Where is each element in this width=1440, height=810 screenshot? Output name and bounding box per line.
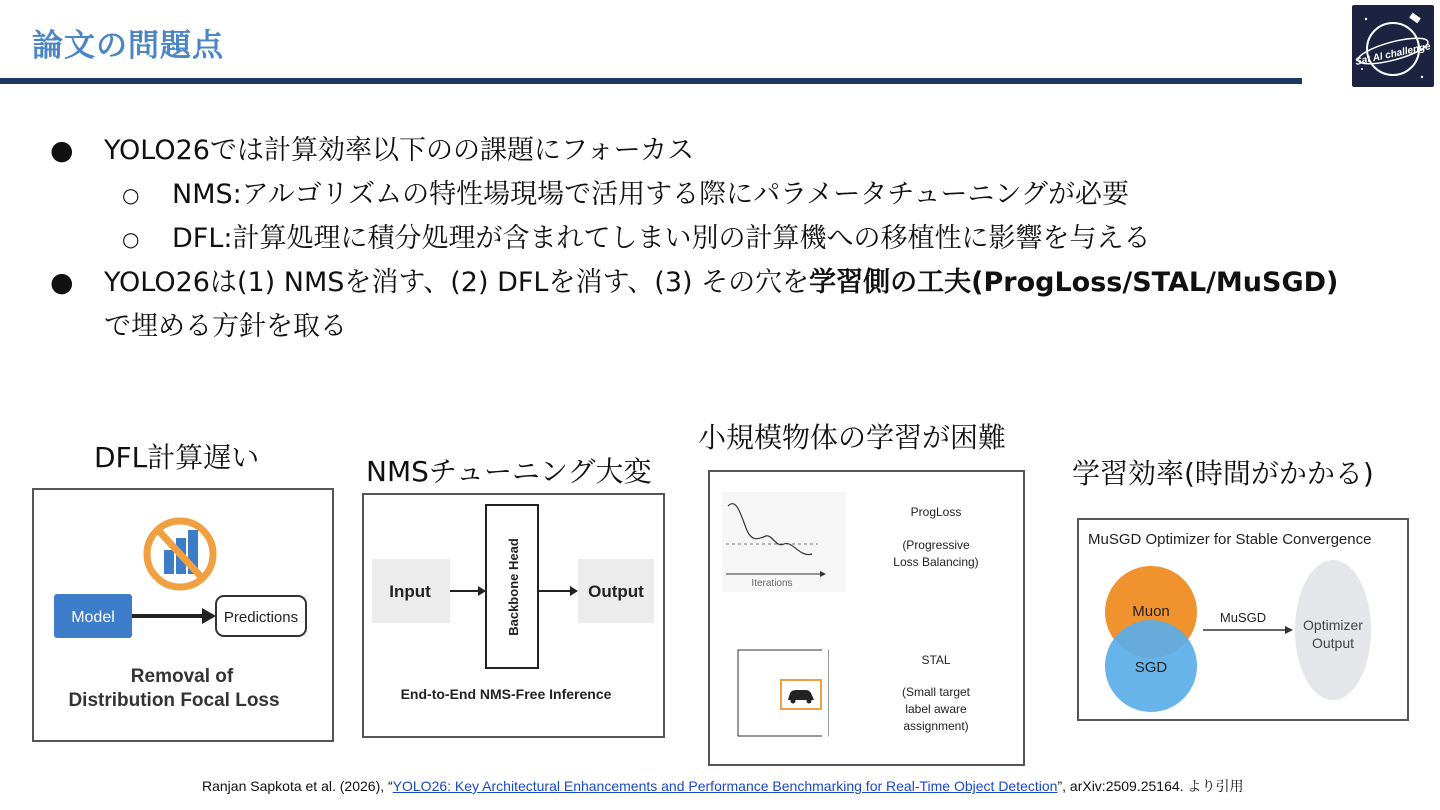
figure-label-dfl: DFL計算遅い <box>94 441 260 474</box>
musgd-title: MuSGD Optimizer for Stable Convergence <box>1088 531 1372 548</box>
stal-desc-line2: label aware <box>905 702 967 716</box>
citation-suffix: ”, arXiv:2509.25164. より引用 <box>1057 778 1244 794</box>
sub-bullet-circle: ○ <box>122 227 140 251</box>
figure-dfl <box>32 488 334 742</box>
dfl-caption-line2: Distribution Focal Loss <box>68 690 280 711</box>
arrow-head <box>202 608 216 624</box>
sub-bullet-text: NMS:アルゴリズムの特性場現場で活用する際にパラメータチューニングが必要 <box>172 179 1129 210</box>
figure-label-small: 小規模物体の学習が困難 <box>698 421 1007 454</box>
nms-caption: End-to-End NMS-Free Inference <box>400 686 612 702</box>
predictions-label: Predictions <box>223 609 299 626</box>
backbone-label: Backbone Head <box>506 538 521 636</box>
progloss-desc-line2: Loss Balancing) <box>893 555 979 569</box>
bullet-dot: ● <box>50 267 74 298</box>
prohibit-icon <box>147 521 213 587</box>
citation-prefix: Ranjan Sapkota et al. (2026), “ <box>202 778 393 794</box>
stal-desc-line1: (Small target <box>901 685 971 699</box>
output-label: Output <box>588 582 644 601</box>
figure-small <box>708 470 1025 766</box>
title-divider <box>0 78 1302 84</box>
progloss-desc-line1: (Progressive <box>902 538 970 552</box>
bullet-text-line2: で埋める方針を取る <box>104 311 347 342</box>
stal-title: STAL <box>921 653 951 667</box>
model-label: Model <box>71 609 115 626</box>
sub-bullet-circle: ○ <box>122 183 140 207</box>
citation <box>202 776 1243 796</box>
bullet-text-plain: YOLO26は(1) NMSを消す、(2) DFLを消す、(3) その穴を <box>104 267 810 298</box>
muon-label: Muon <box>1132 603 1170 620</box>
optimizer-output-line1: Optimizer <box>1303 617 1363 633</box>
musgd-arrow-label: MuSGD <box>1219 610 1267 625</box>
iterations-label: Iterations <box>751 578 793 589</box>
input-label: Input <box>389 582 431 601</box>
bullet-text-line1 <box>104 260 1338 306</box>
figure-musgd <box>1077 518 1409 721</box>
musgd-arrow-head <box>1285 626 1293 634</box>
dfl-caption-line1: Removal of <box>130 666 234 687</box>
optimizer-output-line2: Output <box>1311 635 1355 651</box>
arrow-out-head <box>570 586 578 596</box>
bullet-text-bold: 学習側の工夫(ProgLoss/STAL/MuSGD) <box>809 267 1339 298</box>
figure-nms <box>362 493 665 738</box>
progloss-title: ProgLoss <box>910 505 962 519</box>
sgd-label: SGD <box>1134 659 1168 676</box>
arrow-in-head <box>478 586 486 596</box>
stal-desc-line3: assignment) <box>903 719 969 733</box>
sub-bullet-text: DFL:計算処理に積分処理が含まれてしまい別の計算機への移植性に影響を与える <box>172 223 1151 254</box>
citation-link[interactable]: YOLO26: Key Architectural Enhancements and Performance Benchmarking for Real-Time Object Detection <box>392 778 1058 794</box>
logo-wordmark: Sat AI challenge <box>1354 41 1432 68</box>
logo <box>1352 5 1434 87</box>
bullet-dot: ● <box>50 135 74 166</box>
figure-label-nms: NMSチューニング大変 <box>366 455 652 488</box>
figure-label-musgd: 学習効率(時間がかかる) <box>1072 457 1374 490</box>
slide-title: 論文の問題点 <box>32 28 224 64</box>
bullet-text: YOLO26では計算効率以下のの課題にフォーカス <box>104 135 695 166</box>
